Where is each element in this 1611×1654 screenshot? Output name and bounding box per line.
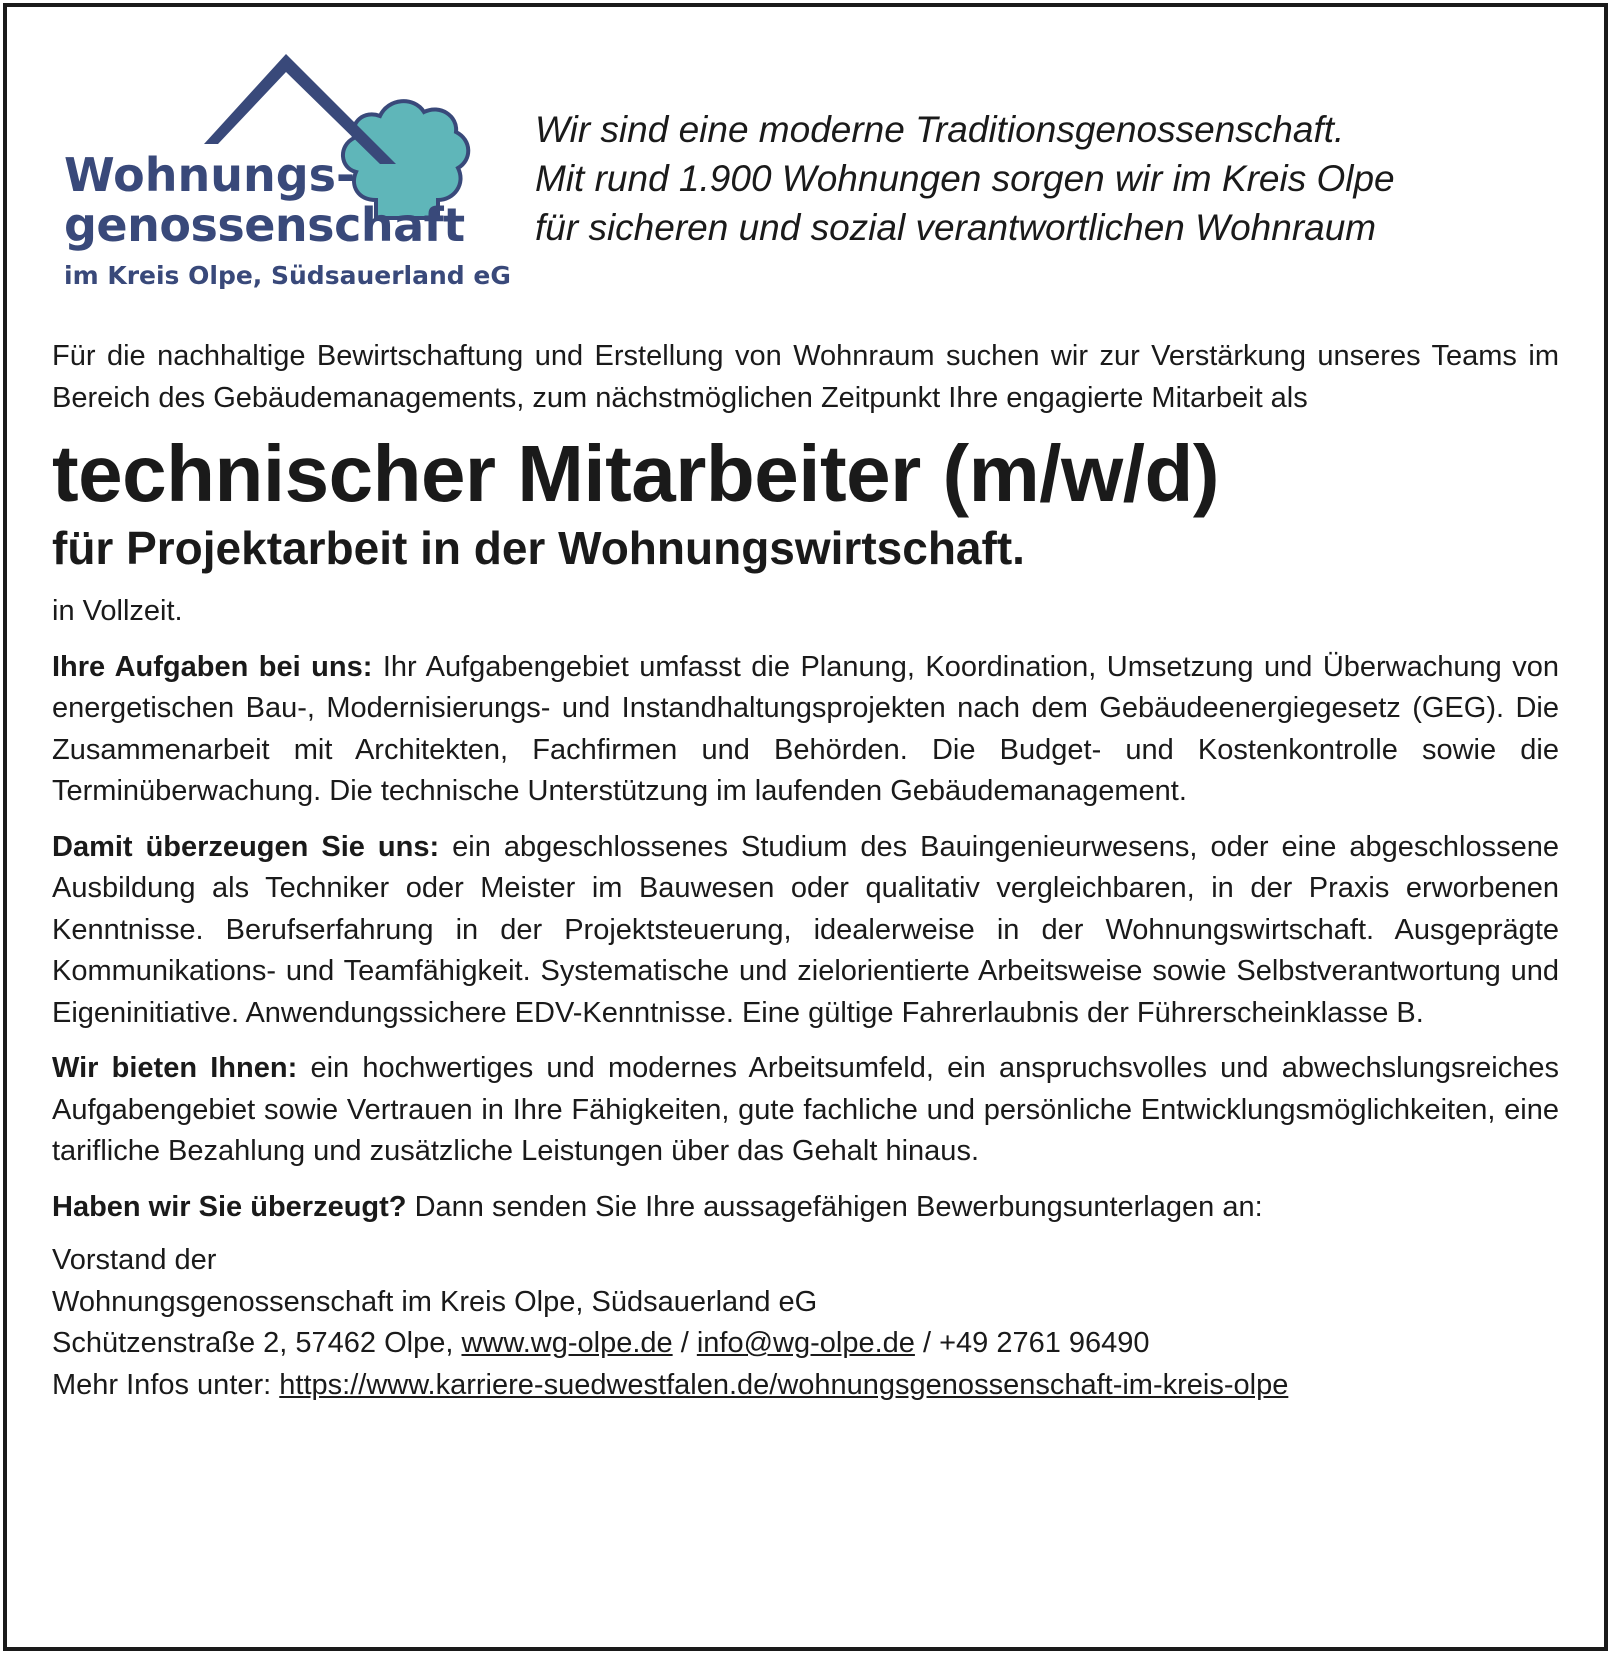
section-requirements-text: ein abgeschlossenes Studium des Bauingenieurwesens, oder eine abgeschlossene Ausbildung als Techniker oder Meister im Bauwesen oder qualitativ vergleichbaren, in der Praxis erworbenen Kenntnisse. Berufserfahrung in der Projektsteuerung, idealerweise in der Wohnungswirtschaft. Ausgeprägte Kommunikations- und Teamfähigkeit. Systematische und zielorientierte Arbeitsweise sowie Selbstverantwortung und Eigeninitiative. Anwendungssichere EDV-Kenntnisse. Eine gültige Fahrerlaubnis der Führerscheinklasse B.	[52, 830, 1560, 1029]
contact-line1: Vorstand der	[52, 1244, 217, 1276]
contact-company: Wohnungsgenossenschaft im Kreis Olpe, Südsauerland eG	[52, 1285, 818, 1318]
section-requirements-label: Damit überzeugen Sie uns:	[52, 830, 440, 863]
career-link[interactable]: https://www.karriere-suedwestfalen.de/wohnungsgenossenschaft-im-kreis-olpe	[279, 1368, 1289, 1401]
separator: /	[922, 1327, 932, 1359]
ad-body	[52, 336, 1559, 1406]
section-tasks-label: Ihre Aufgaben bei uns:	[52, 650, 373, 683]
more-info-line	[52, 1365, 1559, 1407]
intro-text: Für die nachhaltige Bewirtschaftung und Erstellung von Wohnraum suchen wir zur Verstärkung unseres Teams im Bereich des Gebäudemanagements, zum nächstmöglichen Zeitpunkt Ihre engagierte Mitarbeit als	[52, 340, 1559, 414]
section-apply-label: Haben wir Sie überzeugt?	[52, 1190, 407, 1223]
section-offer-label: Wir bieten Ihnen:	[52, 1052, 298, 1084]
email-link[interactable]: info@wg-olpe.de	[696, 1327, 915, 1359]
contact-street: Schützenstraße 2, 57462 Olpe,	[52, 1327, 454, 1359]
tagline-line: Wir sind eine moderne Traditionsgenossenschaft.	[535, 109, 1345, 150]
employment-type: in Vollzeit.	[52, 595, 183, 627]
section-apply	[52, 1187, 1559, 1229]
logo-text-line1: Wohnungs-	[64, 148, 356, 202]
section-tasks	[52, 647, 1559, 813]
section-requirements	[52, 827, 1559, 1035]
tagline-line: für sicheren und sozial verantwortlichen Wohnraum	[535, 207, 1377, 248]
job-subtitle: für Projektarbeit in der Wohnungswirtschaft.	[52, 522, 1025, 574]
logo-text-line2: genossenschaft	[64, 198, 465, 252]
section-apply-text: Dann senden Sie Ihre aussagefähigen Bewerbungsunterlagen an:	[414, 1190, 1263, 1223]
website-link[interactable]: www.wg-olpe.de	[461, 1327, 673, 1359]
logo-text-line3: im Kreis Olpe, Südsauerland eG	[64, 261, 511, 290]
job-title: technischer Mitarbeiter (m/w/d)	[52, 429, 1219, 518]
more-info-label: Mehr Infos unter:	[52, 1368, 272, 1401]
contact-block	[52, 1240, 1559, 1406]
section-tasks-text: Ihr Aufgabengebiet umfasst die Planung, Koordination, Umsetzung und Überwachung von energetischen Bau-, Modernisierungs- und Instandhaltungsprojekten nach dem Gebäudeenergiegesetz (GEG). Die Zusammenarbeit mit Architekten, Fachfirmen und Behörden. Die Budget- und Kostenkontrolle sowie die Terminüberwachung. Die technische Unterstützung im laufenden Gebäudemanagement.	[52, 650, 1560, 807]
company-tagline	[535, 105, 1555, 252]
company-logo	[58, 48, 511, 298]
tagline-line: Mit rund 1.900 Wohnungen sorgen wir im Kreis Olpe	[535, 158, 1395, 199]
contact-phone: +49 2761 96490	[939, 1327, 1150, 1359]
separator: /	[680, 1327, 689, 1359]
contact-address-line	[52, 1323, 1559, 1365]
section-offer	[52, 1048, 1559, 1173]
section-offer-text: ein hochwertiges und modernes Arbeitsumfeld, ein anspruchsvolles und abwechslungsreiches Aufgabengebiet sowie Vertrauen in Ihre Fähigkeiten, gute fachliche und persönliche Entwicklungsmöglichkeiten, eine tarifliche Bezahlung und zusätzliche Leistungen über das Gehalt hinaus.	[52, 1052, 1559, 1167]
